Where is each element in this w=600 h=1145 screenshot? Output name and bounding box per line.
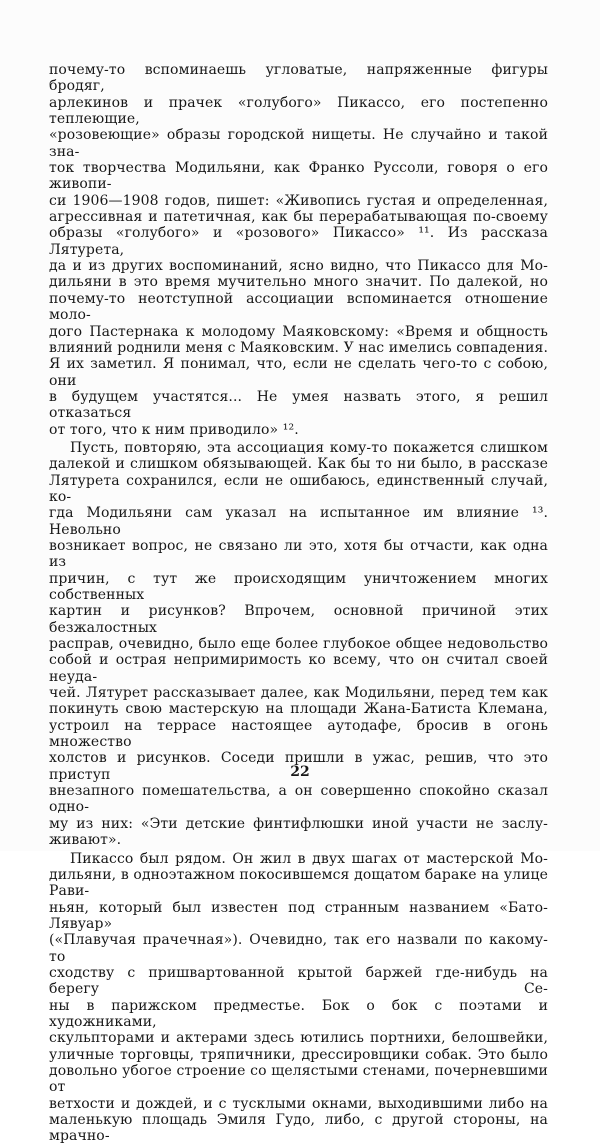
text-line: маленькую площадь Эмиля Гудо, либо, с другой стороны, на мрачно-: [49, 1112, 548, 1145]
text-line: дильяни в это время мучительно много значит. По далекой, но: [49, 274, 548, 291]
text-line: уличные торговцы, тряпичники, дрессировщики собак. Это было: [49, 1046, 548, 1063]
text-line: возникает вопрос, не связано ли это, хотя бы отчасти, как одна из: [49, 537, 548, 571]
text-line: покинуть свою мастерскую на площади Жана-Батиста Клемана,: [49, 701, 548, 718]
text-line: агрессивная и патетичная, как бы перерабатывающая по-своему: [49, 209, 548, 226]
text-line: Лятурета сохранился, если не ошибаюсь, единственный случай, ко-: [49, 472, 548, 505]
paragraph: [49, 440, 548, 849]
text-line: внезапного помешательства, а он совершенно спокойно сказал одно-: [49, 783, 548, 816]
text-line: ветхости и дождей, и с тусклыми окнами, выходившими либо на: [49, 1095, 548, 1112]
text-line: довольно убогое строение со щелястыми стенами, почерневшими от: [49, 1062, 548, 1096]
text-line: си 1906—1908 годов, пишет: «Живопись густая и определенная,: [49, 192, 548, 209]
text-line: дого Пастернака к молодому Маяковскому: «Время и общность: [49, 323, 548, 340]
text-line: далекой и слишком обязывающей. Как бы то ни было, в рассказе: [49, 456, 548, 473]
text-line: Пикассо был рядом. Он жил в двух шагах от мастерской Мо-: [70, 850, 548, 867]
text-line: влияний роднили меня с Маяковским. У нас имелись совпадения.: [49, 339, 548, 356]
text-line: Я их заметил. Я понимал, что, если не сделать чего-то с собою, они: [49, 356, 548, 389]
text-line: расправ, очевидно, было еще более глубокое общее недовольство: [49, 636, 548, 653]
text-line: образы «голубого» и «розового» Пикассо» ¹¹. Из рассказа Лятурета,: [49, 225, 548, 258]
text-line: живают».: [49, 832, 122, 849]
text-line: ны в парижском предместье. Бок о бок с поэтами и художниками,: [49, 997, 548, 1030]
text-line: чей. Лятурет рассказывает далее, как Модильяни, перед тем как: [49, 685, 548, 702]
paragraph: [49, 851, 548, 1145]
text-line: почему-то вспоминаешь угловатые, напряженные фигуры бродяг,: [49, 62, 548, 95]
text-line: почему-то неотступной ассоциации вспоминается отношение моло-: [49, 290, 548, 324]
page-number: 22: [290, 764, 310, 780]
paragraph: [49, 62, 548, 438]
text-line: скульпторами и актерами здесь ютились портнихи, белошвейки,: [49, 1030, 548, 1047]
text-line: («Плавучая прачечная»). Очевидно, так его назвали по какому-то: [49, 932, 548, 965]
text-line: картин и рисунков? Впрочем, основной причиной этих безжалостных: [49, 603, 548, 636]
text-line: Пусть, повторяю, эта ассоциация кому-то покажется слишком: [70, 439, 548, 456]
text-line: гда Модильяни сам указал на испытанное им влияние ¹³. Невольно: [49, 505, 548, 538]
text-line: дильяни, в одноэтажном покосившемся дощатом бараке на улице Рави-: [49, 866, 548, 900]
text-block: [49, 62, 548, 1145]
text-line: му из них: «Эти детские финтифлюшки иной участи не заслу-: [49, 815, 548, 832]
text-line: да и из других воспоминаний, ясно видно, что Пикассо для Мо-: [49, 258, 548, 275]
text-line: в будущем участятся... Не умея назвать этого, я решил отказаться: [49, 388, 548, 422]
text-line: устроил на террасе настоящее аутодафе, бросив в огонь множество: [49, 717, 548, 751]
text-line: арлекинов и прачек «голубого» Пикассо, его постепенно теплеющие,: [49, 94, 548, 128]
text-line: холстов и рисунков. Соседи пришли в ужас, решив, что это приступ: [49, 750, 548, 783]
text-line: «розовеющие» образы городской нищеты. Не случайно и такой зна-: [49, 127, 548, 160]
text-line: от того, что к ним приводило» ¹².: [49, 421, 299, 438]
text-line: причин, с тут же происходящим уничтожением многих собственных: [49, 570, 548, 603]
text-line: ньян, который был известен под странным названием «Бато-Лявуар»: [49, 899, 548, 932]
text-line: собой и острая непримиримость ко всему, что он считал своей неуда-: [49, 652, 548, 685]
text-line: ток творчества Модильяни, как Франко Руссоли, говоря о его живопи-: [49, 160, 548, 193]
text-line: сходству с пришвартованной крытой баржей где-нибудь на берегу Се-: [49, 964, 548, 998]
